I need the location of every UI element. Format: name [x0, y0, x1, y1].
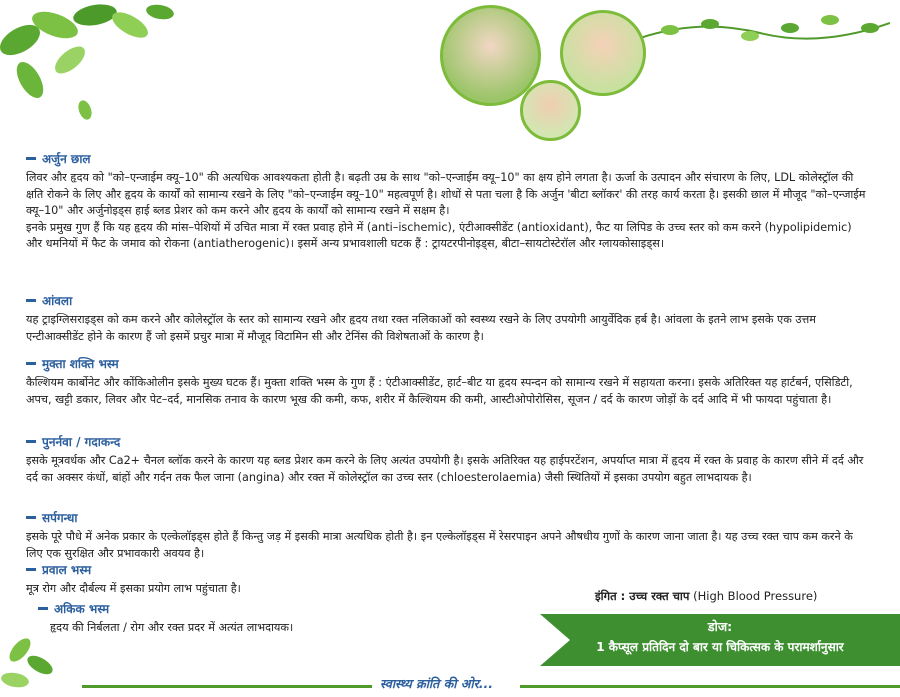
section-amla — [26, 292, 866, 345]
section-heading: आंवला — [42, 294, 73, 308]
section-body: इसके मूत्रवर्धक और Ca2+ चैनल ब्लॉक करने के कारण यह ब्लड प्रेशर कम करने के लिए अत्यंत उपयोगी है। इसके अतिरिक्त यह हाईपरटेंशन, अपर्याप्त मात्रा में हृदय में रक्त के प्रवाह के कारण सीने में दर्द और दर्द का अक्सर कंधों, बांहों और गर्दन तक फैल जाना (angina) और रक्त में कोलेस्ट्रॉल का उच्च स्तर (chloesterolaemia) जैसी स्थितियों में इसका उपयोग बहुत लाभदायक है। — [26, 454, 864, 484]
subsection-akik-bhasma — [38, 600, 566, 637]
dose-banner — [540, 614, 900, 666]
section-heading: अर्जुन छाल — [42, 152, 91, 166]
dose-text: 1 कैप्सूल प्रतिदिन दो बार या चिकित्सक के परामर्शानुसार — [596, 640, 844, 654]
woman-drinking-juice-photo — [560, 10, 646, 96]
section-body: यह ट्राइग्लिसराइड्स को कम करने और कोलेस्ट्रॉल के स्तर को सामान्य रखने और हृदय तथा रक्त नलिकाओं को स्वस्थ्य रखने के लिए उपयोगी आयुर्वेदिक हर्ब है। आंवला के इतने लाभ इसके एक उत्तम एन्टीआक्सीडेंट होने के कारण हैं जो इसमें प्रचुर मात्रा में मौजूद विटामिन सी और टेनिंस की विशेषताओं के कारण है। — [26, 313, 816, 343]
section-heading: पुनर्नवा / गदाकन्द — [42, 435, 121, 449]
section-heading: मुक्ता शक्ति भस्म — [42, 357, 119, 371]
section-body: लिवर और हृदय को "को–एन्जाईम क्यू–10" की अत्यधिक आवश्यकता होती है। बढ़ती उम्र के साथ "को–एन्जाईम क्यू–10" का क्षय होने लगता है। ऊर्जा के उत्पादन और संचारण के लिए, LDL कोलेस्ट्रॉल की क्षति रोकने के लिए और हृदय के कार्यों को सामान्य रखने के लिए "को–एन्जाईम क्यू–10" महत्वपूर्ण है। शोधों से पता चला है कि अर्जुन 'बीटा ब्लॉकर' की तरह कार्य करता है। इसकी छाल में मौजूद "को–एन्जाईम क्यू–10" और अर्जुनोइड्स हाई ब्लड प्रेशर को कम करने और हृदय के कार्यों को सामान्य रखने में सक्षम है। इनके प्रमुख गुण हैं कि यह हृदय की मांस–पेशियों में उचित मात्रा में रक्त प्रवाह होने में (anti–ischemic), एंटीआक्सीडेंट (antioxidant), फैट या लिपिड के उच्च स्तर को कम करने (hypolipidemic) और धमनियों में फैट के जमाव को रोकना (antiatherogenic)। इसमें अन्य प्रभावशाली घटक हैं : ट्रायटरपीनोइड्स, बीटा–सायटोस्टेरॉल और ग्लायकोसाइड्स। — [26, 171, 866, 250]
section-body: मूत्र रोग और दौर्बल्य में इसका प्रयोग लाभ पहुंचाता है। — [26, 582, 241, 595]
subsection-body: हृदय की निर्बलता / रोग और रक्त प्रदर में अत्यंत लाभदायक। — [50, 620, 294, 634]
heading-dash — [26, 440, 36, 443]
heading-dash — [26, 516, 36, 519]
section-body: इसके पूरे पौधे में अनेक प्रकार के एल्केलॉइड्स होते हैं किन्तु जड़ में इसकी मात्रा अत्यधिक होती है। इन एल्केलॉइड्स में रेसरपाइन अपने औषधीय गुणों के कारण जाना जाता है। यह उच्च रक्त चाप कम करने के लिए एक सुरक्षित और प्रभावकारी अवयव है। — [26, 530, 853, 560]
section-mukta-shakti-bhasma — [26, 355, 866, 408]
footer-tagline: स्वास्थ्य क्रांति की ओर... — [380, 676, 493, 691]
indication-text — [595, 589, 817, 604]
leaf-decoration-top-left — [0, 0, 180, 150]
vine-decoration-top-right — [640, 8, 890, 53]
heading-dash — [26, 157, 36, 160]
woman-eating-photo — [520, 80, 581, 141]
subsection-heading: अकिक भस्म — [54, 601, 110, 616]
section-heading: सर्पगन्धा — [42, 511, 78, 525]
heading-dash — [38, 607, 48, 610]
heading-dash — [26, 299, 36, 302]
section-praval-bhasma — [26, 561, 566, 636]
heading-dash — [26, 568, 36, 571]
section-body: कैल्शियम कार्बोनेट और कोंकिओलीन इसके मुख्य घटक हैं। मुक्ता शक्ति भस्म के गुण हैं : एंटीआक्सीडेंट, हार्ट–बीट या हृदय स्पन्दन को सामान्य रखने में सहायता करना। इसके अतिरिक्त यह हार्टबर्न, एसिडिटी, अपच, खट्टी डकार, लिवर और पेट–दर्द, मानसिक तनाव के कारण भूख की कमी, कफ, शरीर में कैल्शियम की कमी, आस्टीओपोरोसिस, सूजन / दर्द के कारण जोड़ों के दर्द आदि में भी फायदा पहुंचाता है। — [26, 376, 853, 406]
footer-divider-right — [520, 685, 900, 688]
dose-title: डोज: — [707, 619, 733, 634]
indication-label: इंगित : उच्च रक्त चाप — [595, 589, 690, 603]
section-punarnava — [26, 433, 866, 486]
section-arjun-chhal — [26, 150, 866, 253]
section-sarpagandha — [26, 509, 866, 562]
section-heading: प्रवाल भस्म — [42, 563, 92, 577]
heading-dash — [26, 362, 36, 365]
indication-value: (High Blood Pressure) — [693, 589, 818, 603]
footer-divider-left — [82, 685, 372, 688]
